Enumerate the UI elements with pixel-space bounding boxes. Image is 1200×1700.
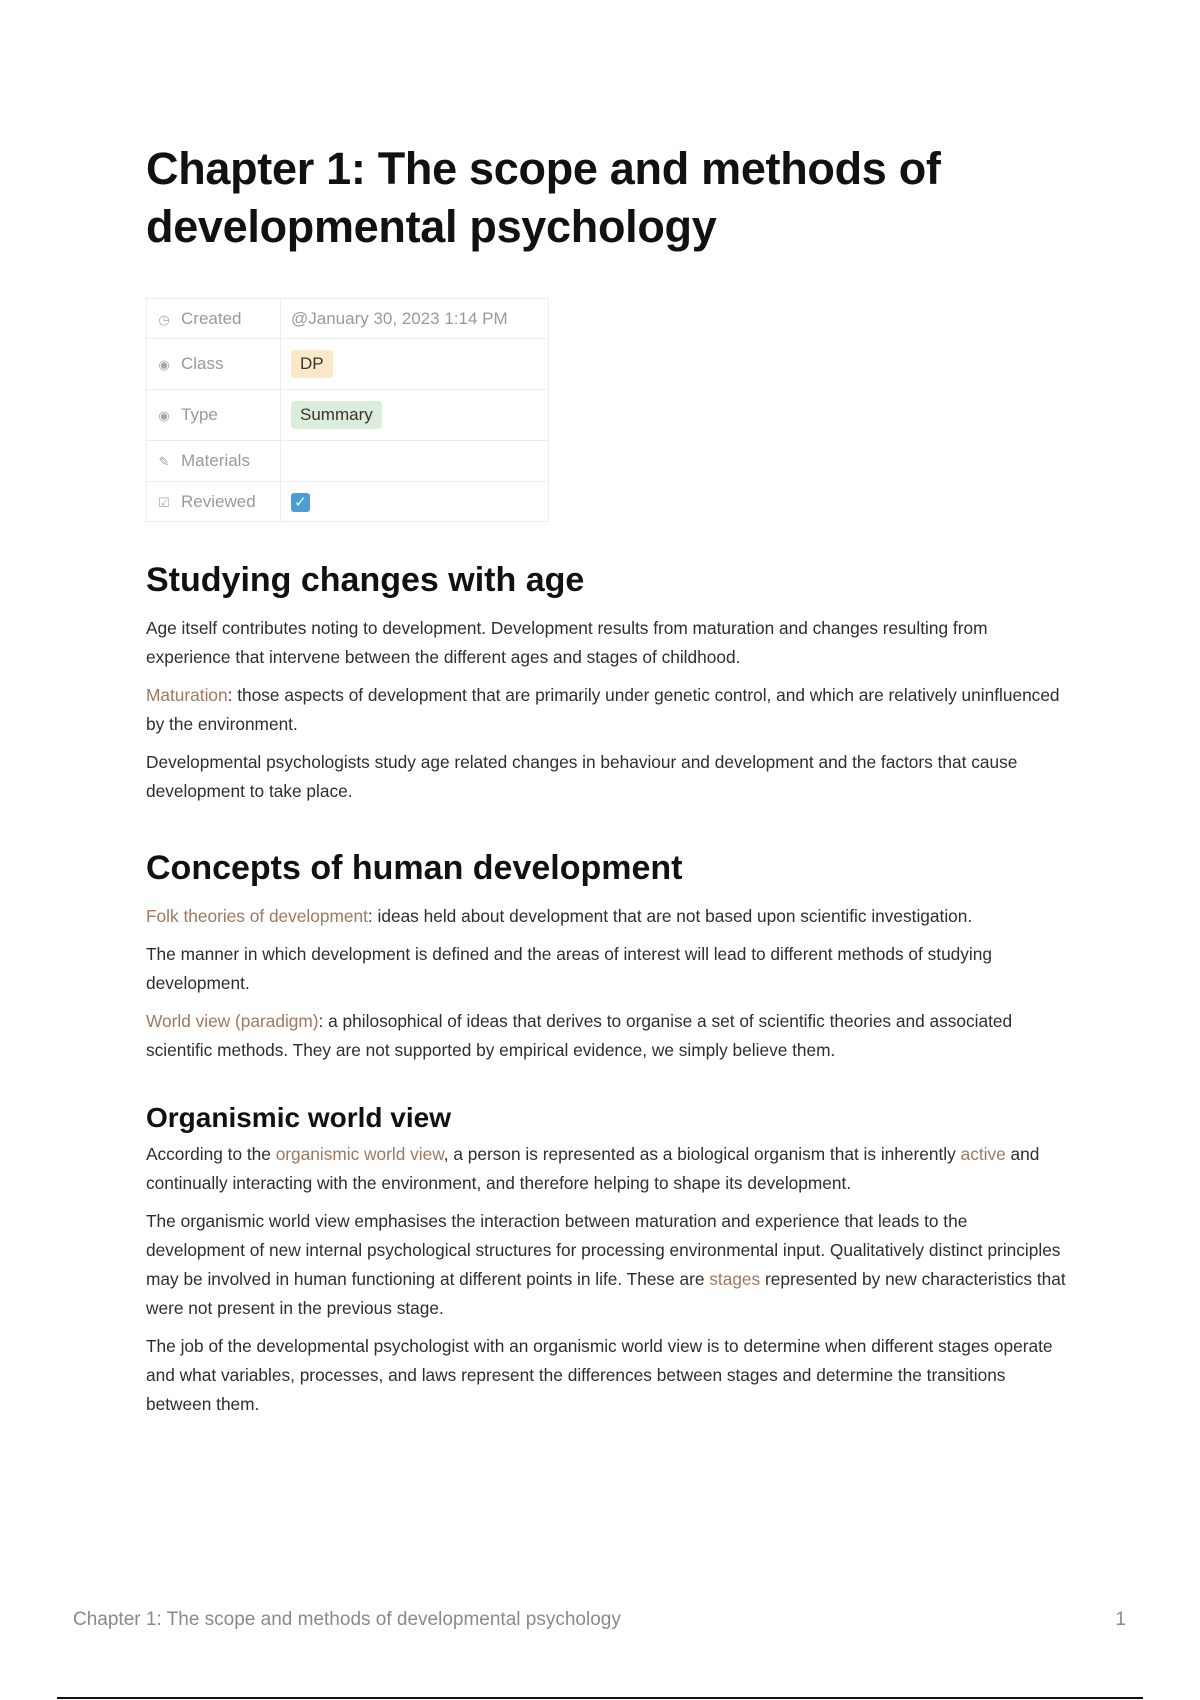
paragraph: Maturation: those aspects of development that are primarily under genetic control, and which are relatively uninfluenced by the environment. [146, 685, 1060, 734]
select-icon: ◉ [158, 357, 170, 372]
section-heading: Studying changes with age [146, 561, 585, 599]
property-row-reviewed [147, 482, 549, 522]
type-tag[interactable]: Summary [291, 401, 382, 429]
property-row-class [147, 339, 549, 390]
paragraph: The job of the developmental psychologist with an organismic world view is to determine when different stages operate and what variables, processes, and laws represent the differences between stages and determine the transitions between them. [146, 1336, 1053, 1414]
term-link[interactable]: stages [709, 1269, 761, 1289]
property-label: Materials [181, 451, 250, 470]
paperclip-icon: ✎ [158, 454, 170, 469]
subsection-heading: Organismic world view [146, 1102, 451, 1133]
paragraph: Folk theories of development: ideas held about development that are not based upon scientific investigation. [146, 906, 973, 926]
property-label: Created [181, 308, 242, 328]
term-link[interactable]: Folk theories of development [146, 906, 368, 926]
select-icon: ◉ [158, 408, 170, 423]
properties-table [146, 298, 549, 522]
term-link[interactable]: Maturation [146, 685, 228, 705]
page-title: Chapter 1: The scope and methods of developmental psychology [146, 143, 941, 252]
class-tag[interactable]: DP [291, 350, 333, 378]
created-value[interactable]: @January 30, 2023 1:14 PM [281, 299, 549, 339]
property-label: Class [181, 354, 224, 373]
footer-title: Chapter 1: The scope and methods of developmental psychology [73, 1609, 621, 1630]
property-row-materials [147, 441, 549, 482]
clock-icon: ◷ [158, 311, 170, 327]
materials-value[interactable] [281, 441, 549, 482]
page-number: 1 [1115, 1609, 1126, 1630]
property-label: Type [181, 405, 218, 424]
property-label: Reviewed [181, 491, 256, 511]
paragraph: World view (paradigm): a philosophical of ideas that derives to organise a set of scientific theories and associated scientific methods. They are not supported by empirical evidence, we simply believe them. [146, 1011, 1013, 1060]
paragraph: Developmental psychologists study age related changes in behaviour and development and the factors that cause development to take place. [146, 752, 1018, 801]
checkbox-icon: ☑ [158, 494, 170, 510]
paragraph: The manner in which development is defined and the areas of interest will lead to different methods of studying development. [146, 944, 992, 993]
section-heading: Concepts of human development [146, 849, 683, 887]
property-row-created [147, 299, 549, 339]
footer-divider [57, 1697, 1143, 1699]
paragraph: Age itself contributes noting to development. Development results from maturation and changes resulting from experience that intervene between the different ages and stages of childhood. [146, 618, 988, 667]
paragraph: The organismic world view emphasises the interaction between maturation and experience that leads to the development of new internal psychological structures for processing environmental input. Qualitatively distinct principles may be involved in human functioning at different points in life. These are stages represented by new characteristics that were not present in the previous stage. [146, 1211, 1066, 1318]
document-page [146, 140, 1066, 1419]
reviewed-checkbox[interactable]: ✓ [291, 493, 310, 512]
term-link[interactable]: organismic world view [275, 1144, 444, 1164]
term-link[interactable]: World view (paradigm) [146, 1011, 319, 1031]
property-row-type [147, 390, 549, 441]
paragraph: According to the organismic world view, a person is represented as a biological organism that is inherently active and continually interacting with the environment, and therefore helping to shape its development. [146, 1144, 1040, 1193]
term-link[interactable]: active [960, 1144, 1006, 1164]
